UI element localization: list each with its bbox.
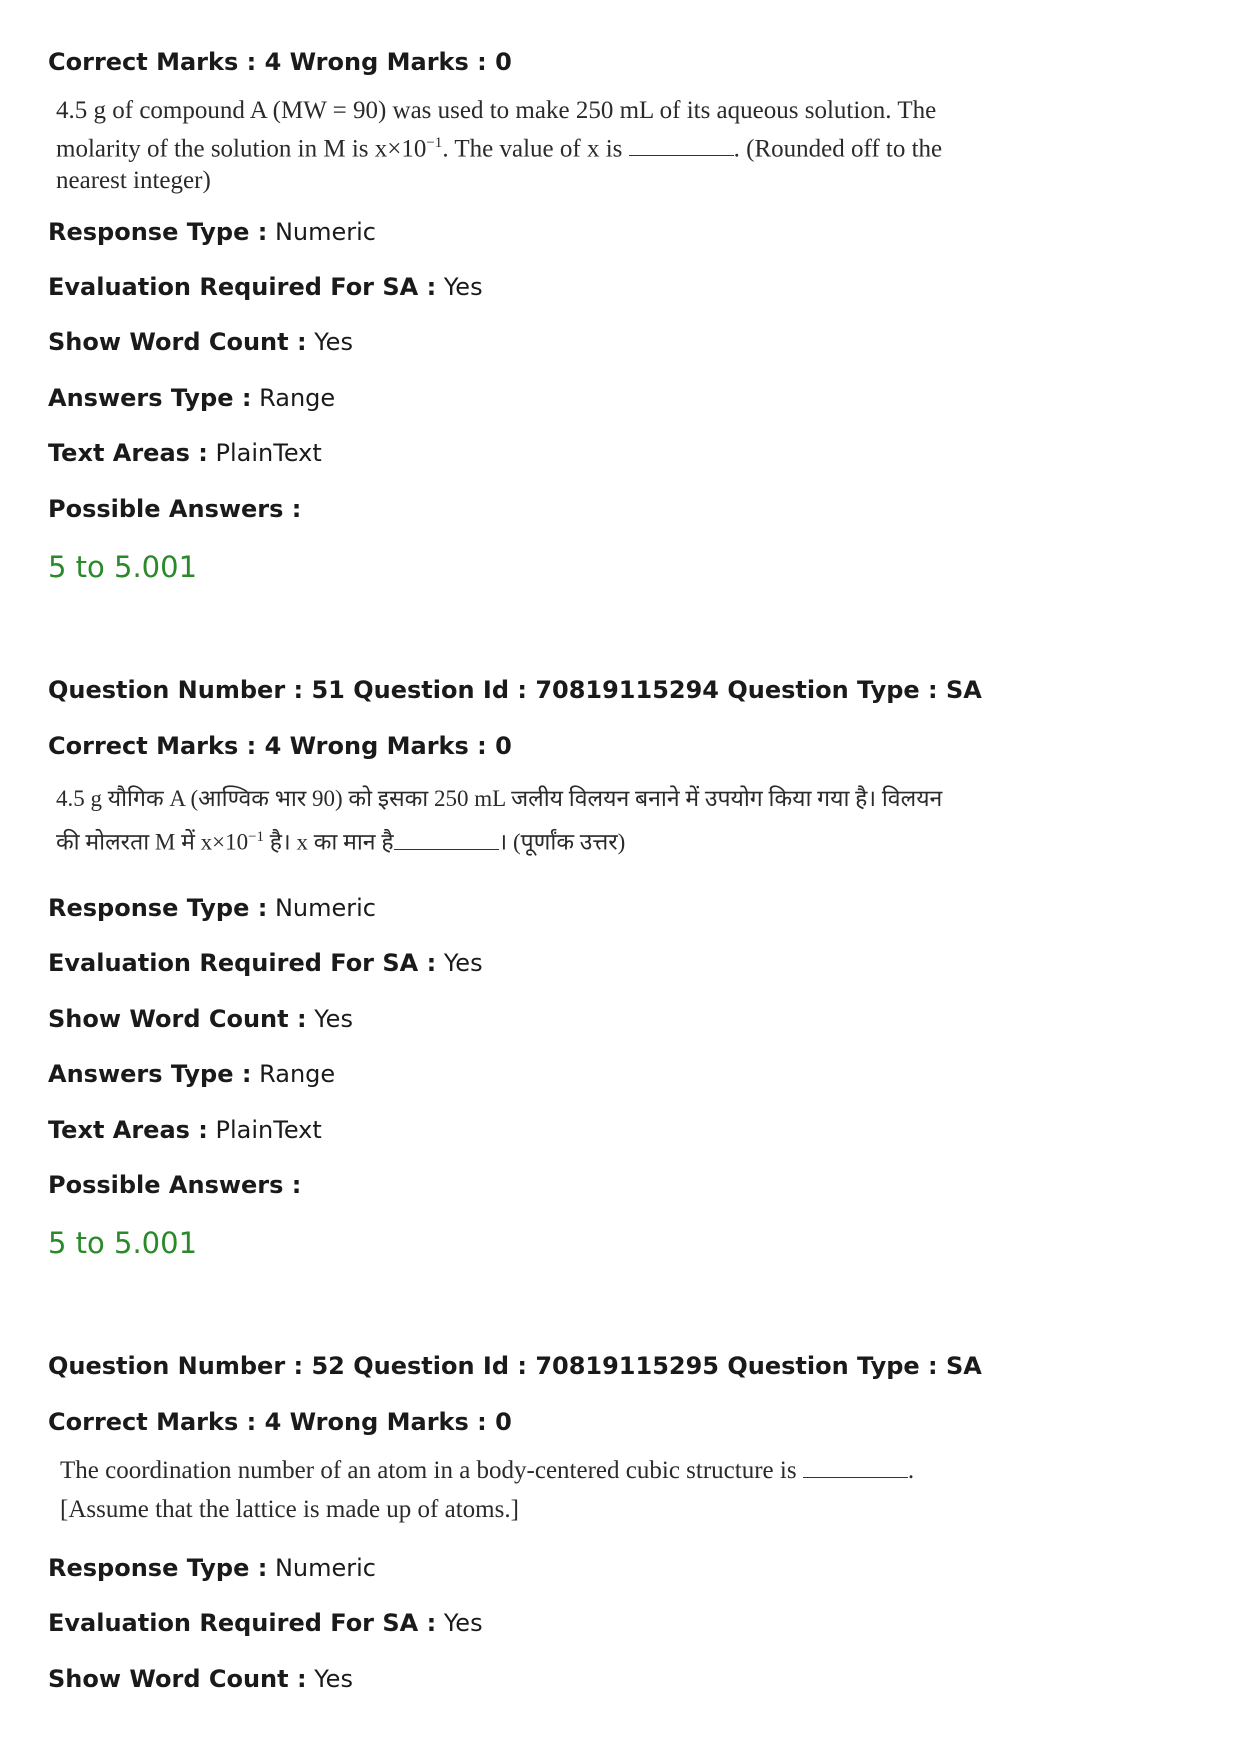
- field-response-type: Response Type : Numeric: [48, 218, 376, 246]
- answer-blank: [803, 1459, 908, 1478]
- field-evaluation-required: Evaluation Required For SA : Yes: [48, 1609, 483, 1637]
- question-line: nearest integer): [56, 167, 211, 195]
- field-answers-type: Answers Type : Range: [48, 384, 336, 412]
- field-show-word-count: Show Word Count : Yes: [48, 1005, 353, 1033]
- question-image-q50: [56, 95, 946, 197]
- marks-label: Correct Marks : 4 Wrong Marks : 0: [48, 732, 512, 760]
- field-possible-answers: Possible Answers :: [48, 1171, 302, 1199]
- possible-answer: 5 to 5.001: [48, 550, 198, 584]
- field-answers-type: Answers Type : Range: [48, 1060, 336, 1088]
- field-response-type: Response Type : Numeric: [48, 1554, 376, 1582]
- field-text-areas: Text Areas : PlainText: [48, 439, 322, 467]
- answer-blank: [394, 831, 499, 850]
- question-header: Question Number : 52 Question Id : 70819115295 Question Type : SA: [48, 1352, 982, 1380]
- field-show-word-count: Show Word Count : Yes: [48, 1665, 353, 1693]
- question-line: 4.5 g यौगिक A (आण्विक भार 90) को इसका 250 mL जलीय विलयन बनाने में उपयोग किया गया है। विलयन: [56, 786, 943, 811]
- possible-answer: 5 to 5.001: [48, 1226, 198, 1260]
- field-response-type: Response Type : Numeric: [48, 894, 376, 922]
- question-line: की मोलरता M में $x\times 10^{-1}$ है। x का मान है । (पूर्णांक उत्तर): [56, 829, 626, 855]
- field-show-word-count: Show Word Count : Yes: [48, 328, 353, 356]
- field-evaluation-required: Evaluation Required For SA : Yes: [48, 273, 483, 301]
- question-line: The coordination number of an atom in a body-centered cubic structure is .: [60, 1457, 915, 1484]
- field-evaluation-required: Evaluation Required For SA : Yes: [48, 949, 483, 977]
- marks-label: Correct Marks : 4 Wrong Marks : 0: [48, 48, 512, 76]
- question-line: [Assume that the lattice is made up of atoms.]: [60, 1496, 519, 1523]
- question-line: molarity of the solution in M is $x\times 10^{-1}$. The value of x is . (Rounded off to the: [56, 135, 943, 163]
- question-line: 4.5 g of compound A (MW = 90) was used to make 250 mL of its aqueous solution. The: [56, 97, 937, 124]
- question-image-q52: [60, 1455, 950, 1526]
- field-text-areas: Text Areas : PlainText: [48, 1116, 322, 1144]
- marks-label: Correct Marks : 4 Wrong Marks : 0: [48, 1408, 512, 1436]
- field-possible-answers: Possible Answers :: [48, 495, 302, 523]
- question-header: Question Number : 51 Question Id : 70819115294 Question Type : SA: [48, 676, 982, 704]
- question-image-q51: [56, 783, 946, 859]
- answer-blank: [629, 137, 734, 156]
